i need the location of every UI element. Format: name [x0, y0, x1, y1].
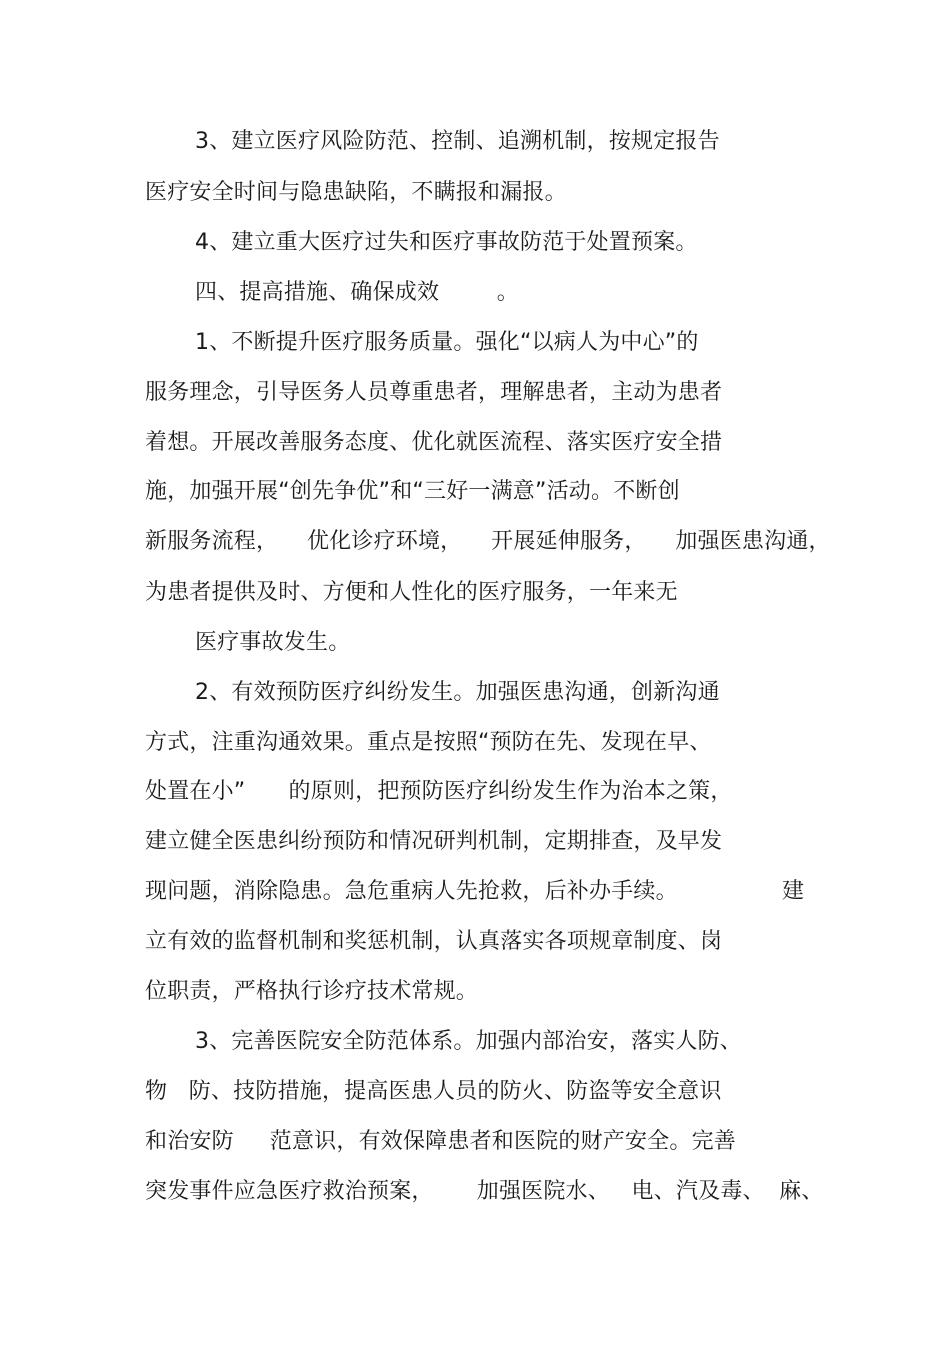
text-line: 处置在小” 的原则，把预防医疗纠纷发生作为治本之策， [145, 779, 733, 804]
text-line: 突发事件应急医疗救治预案， 加强医院水、 电、汽及毒、 麻、 [145, 1179, 824, 1204]
text-line: 3、完善医院安全防范体系。加强内部治安，落实人防、 [195, 1029, 742, 1054]
text-line: 现问题，消除隐患。急危重病人先抢救，后补办手续。 [145, 879, 678, 904]
text-line: 着想。开展改善服务态度、优化就医流程、落实医疗安全措 [145, 430, 723, 455]
text-line: 1、不断提升医疗服务质量。强化“以病人为中心”的 [195, 330, 699, 355]
text-line: 2、有效预防医疗纠纷发生。加强医患沟通，创新沟通 [195, 680, 720, 705]
section-heading: 四、提高措施、确保成效 。 [195, 280, 519, 305]
text-line: 4、建立重大医疗过失和医疗事故防范于处置预案。 [195, 230, 698, 255]
text-line: 方式，注重沟通效果。重点是按照“预防在先、发现在早、 [145, 730, 712, 755]
text-line: 新服务流程， 优化诊疗环境， 开展延伸服务， 加强医患沟通， [145, 529, 831, 554]
text-line: 物 防、技防措施，提高医患人员的防火、防盗等安全意识 [145, 1079, 722, 1104]
text-line: 医疗事故发生。 [195, 630, 351, 655]
text-line: 和治安防 范意识，有效保障患者和医院的财产安全。完善 [145, 1129, 736, 1154]
text-line: 建 [782, 879, 805, 904]
text-line: 3、建立医疗风险防范、控制、追溯机制，按规定报告 [195, 129, 720, 154]
text-line: 为患者提供及时、方便和人性化的医疗服务，一年来无 [145, 580, 678, 605]
text-line: 位职责，严格执行诊疗技术常规。 [145, 979, 479, 1004]
text-line: 立有效的监督机制和奖惩机制，认真落实各项规章制度、岗 [145, 929, 723, 954]
text-line: 服务理念，引导医务人员尊重患者，理解患者，主动为患者 [145, 380, 723, 405]
text-line: 施，加强开展“创先争优”和“三好一满意”活动。不断创 [145, 479, 680, 504]
text-line: 医疗安全时间与隐患缺陷，不瞒报和漏报。 [145, 180, 567, 205]
text-line: 建立健全医患纠纷预防和情况研判机制，定期排查，及早发 [145, 829, 723, 854]
